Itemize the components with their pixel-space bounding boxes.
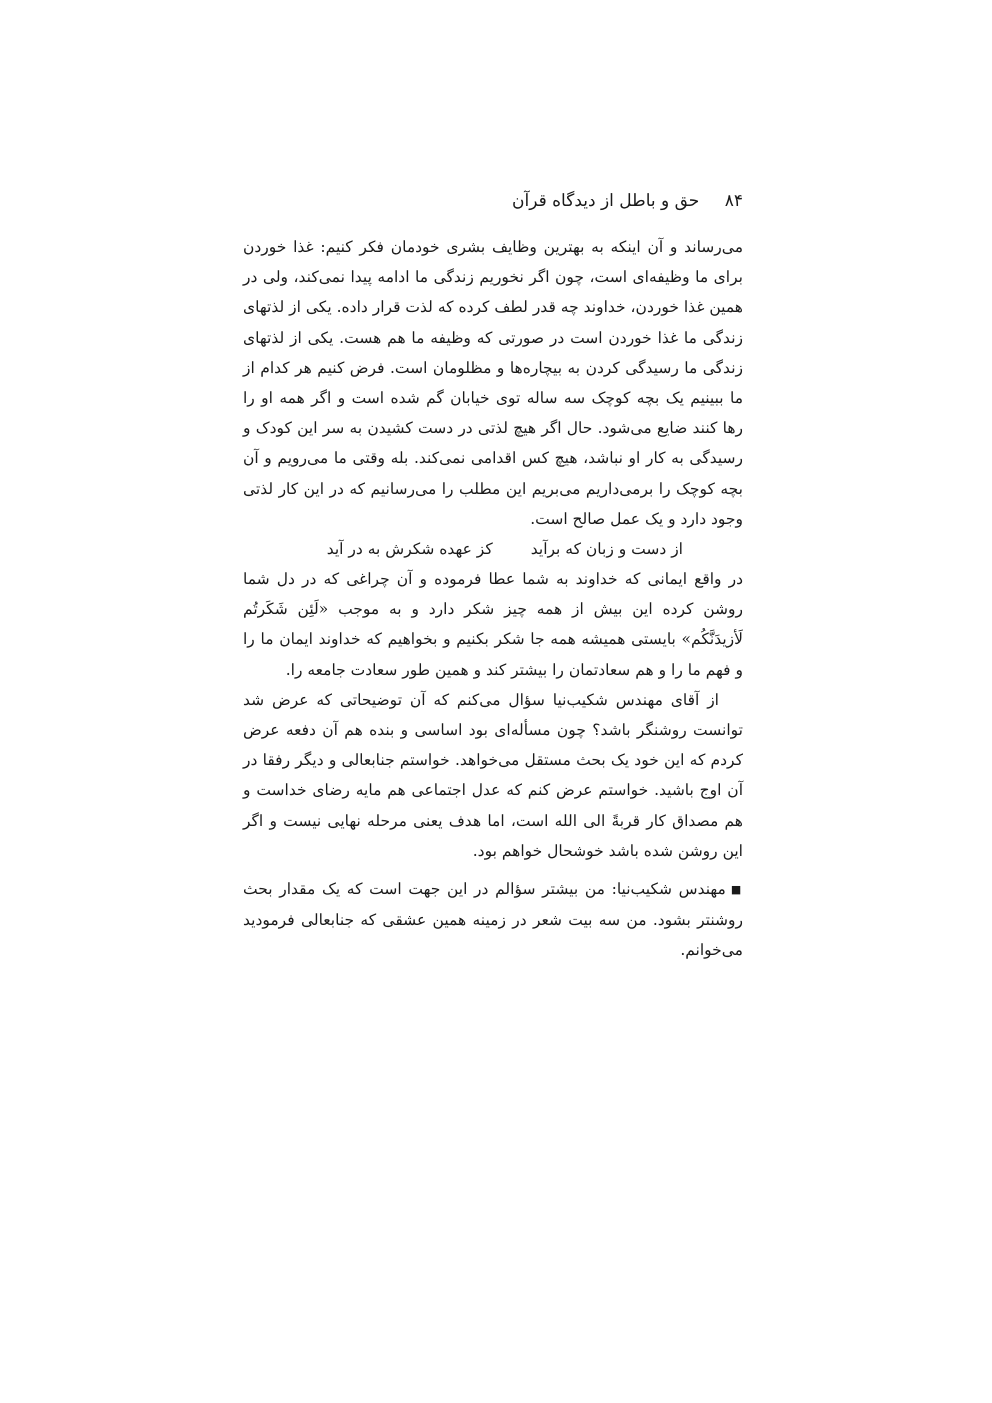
running-header bbox=[243, 186, 743, 216]
verse-hemistich-right: از دست و زبان که برآید bbox=[530, 540, 683, 559]
page-body bbox=[243, 232, 743, 966]
verse-line bbox=[243, 534, 743, 564]
verse-hemistich-left: کز عهده شکرش به در آید bbox=[326, 540, 493, 559]
paragraph-2: در واقع ایمانی که خداوند به شما عطا فرموده و آن چراغی که در دل شما روشن کرده این بیش از همه چیز شکر دارد و به موجب «لَئِن شَکَرتُم لَأزیدَنَّکُم» بایستی همیشه همه جا شکر بکنیم و بخواهیم که خداوند ایمان ما را و فهم ما را و هم سعادتمان را بیشتر کند و همین طور سعادت جامعه را. bbox=[243, 570, 743, 679]
running-title: حق و باطل از دیدگاه قرآن bbox=[512, 191, 700, 211]
paragraph-1: می‌رساند و آن اینکه به بهترین وظایف بشری خودمان فکر کنیم: غذا خوردن برای ما وظیفه‌ای است، چون اگر نخوریم زندگی ما ادامه پیدا نمی‌کند، ولی در همین غذا خوردن، خداوند چه قدر لطف کرده که لذت قرار داده. یکی از لذتهای زندگی ما غذا خوردن است در صورتی که وظیفه ما هم هست. یکی از لذتهای زندگی ما رسیدگی کردن به بیچاره‌ها و مظلومان است. فرض کنیم هر کدام از ما ببینیم یک بچه کوچک سه ساله توی خیابان گم شده است و اگر همه او را رها کنند ضایع می‌شود. حال اگر هیچ لذتی در دست کشیدن به سر این کودک و رسیدگی به کار او نباشد، هیچ کس اقدامی نمی‌کند. بله وقتی ما می‌رویم و آن بچه کوچک را برمی‌داریم می‌بریم این مطلب را می‌رسانیم که در این کار لذتی وجود دارد و یک عمل صالح است. bbox=[243, 238, 743, 528]
paragraph-4-text: مهندس شکیب‌نیا: من بیشتر سؤالم در این جهت است که یک مقدار بحث روشنتر بشود. من سه بیت شعر در زمینه همین عشقی که جنابعالی فرمودید می‌خوانم. bbox=[243, 880, 743, 960]
page-number: ۸۴ bbox=[724, 191, 743, 211]
square-bullet-icon: ■ bbox=[730, 883, 743, 897]
paragraph-3: از آقای مهندس شکیب‌نیا سؤال می‌کنم که آن توضیحاتی که عرض شد توانست روشنگر باشد؟ چون مسأله‌ای بود اساسی و بنده هم آن دفعه عرض کردم که این خود یک بحث مستقل می‌خواهد. خواستم جنابعالی و دیگر رفقا در آن اوج باشید. خواستم عرض کنم که عدل اجتماعی هم مایه رضای خداست و هم مصداق کار قربةً الی الله است، اما هدف یعنی مرحله نهایی نیست و اگر این روشن شده باشد خوشحال خواهم بود. bbox=[243, 690, 743, 860]
paragraph-4 bbox=[243, 874, 743, 966]
